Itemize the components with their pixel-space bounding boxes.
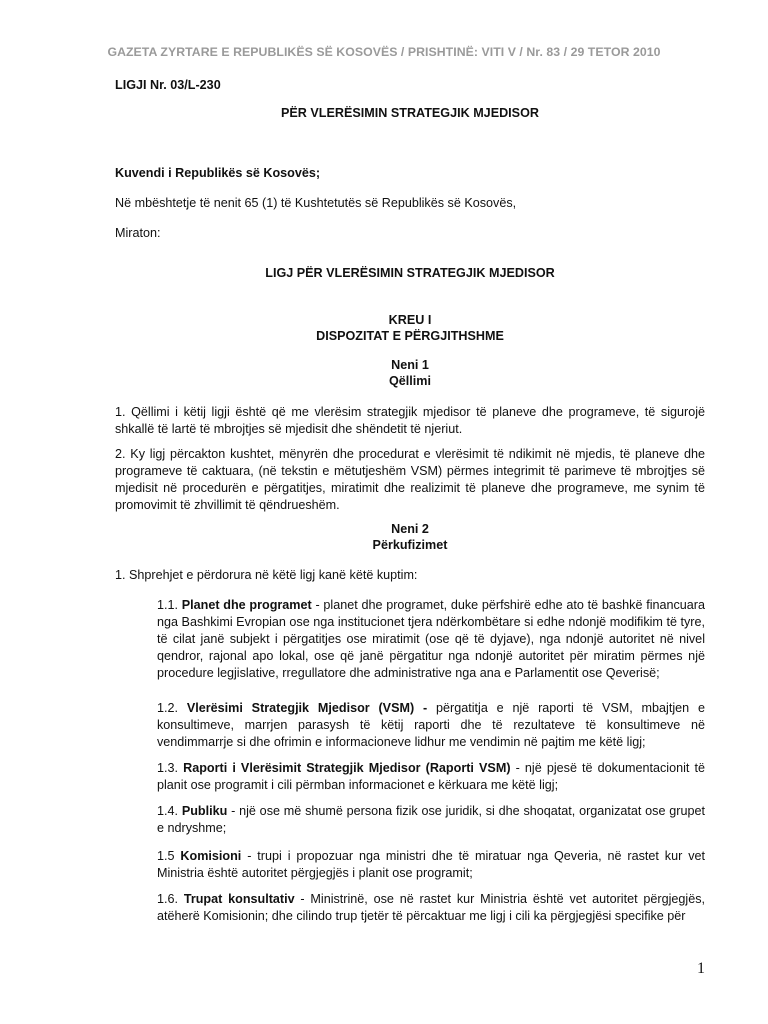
article-2-intro: 1. Shprehjet e përdorura në këtë ligj kanë këtë kuptim:: [115, 568, 418, 582]
adopts-line: Miraton:: [115, 226, 161, 240]
article-1-label: Neni 1: [391, 358, 429, 372]
definition-1-1: [157, 597, 705, 682]
chapter-title: DISPOZITAT E PËRGJITHSHME: [316, 329, 504, 343]
definition-term: Trupat konsultativ: [183, 892, 295, 906]
law-title: PËR VLERËSIMIN STRATEGJIK MJEDISOR: [281, 106, 539, 120]
definition-text: përgatitja e një raporti të VSM, mbajtjen e konsultimeve, marrjen parasysh të këtij raporti dhe të rezultateve të konsultimeve në vendimmarrje si dhe ofrimin e informacioneve lidhur me vendimin në pajtim me këtë ligj;: [157, 701, 705, 749]
definition-text: - një ose më shumë persona fizik ose juridik, si dhe shoqatat, organizatat ose grupet e ndryshme;: [157, 804, 705, 835]
article-1-paragraph-1: 1. Qëllimi i këtij ligji është që me vlerësim strategjik mjedisor të planeve dhe programeve, të sigurojë shkallë të lartë të mbrojtjes së mjedisit dhe shëndetit të njeriut.: [115, 405, 705, 436]
law-number: LIGJI Nr. 03/L-230: [115, 78, 221, 92]
legal-basis: Në mbështetje të nenit 65 (1) të Kushtetutës së Republikës së Kosovës,: [115, 196, 517, 210]
definition-term: Publiku: [181, 804, 228, 818]
page-number: 1: [697, 960, 705, 977]
definition-term: Raporti i Vlerësimit Strategjik Mjedisor (Raporti VSM): [183, 761, 511, 775]
definition-1-6: [157, 891, 705, 925]
definition-1-2: [157, 700, 705, 751]
definition-number: 1.4.: [157, 804, 179, 818]
chapter-label: KREU I: [388, 313, 432, 327]
definition-term: Komisioni: [180, 849, 242, 863]
article-1-paragraph-2: 2. Ky ligj përcakton kushtet, mënyrën dhe procedurat e vlerësimit të ndikimit në mjedis, të planeve dhe programeve të caktuara, (në tekstin e mëtutjeshëm VSM) përmes integrimit të parimeve të mbrojtjes së mjedisit në procedurën e përgatitjes, miratimit dhe realizimit të planeve dhe programeve, me synim të promovimit të zhvillimit të qëndrueshëm.: [115, 447, 705, 512]
definition-1-4: [157, 803, 705, 837]
definition-text: - trupi i propozuar nga ministri dhe të miratuar nga Qeveria, në rastet kur vet Ministria është autoritet përgjegjës i planit ose programit;: [157, 849, 706, 880]
definition-text: - një pjesë të dokumentacionit të planit ose programit i cili përmban informacionet e kërkuara me këtë ligj;: [157, 761, 705, 792]
definition-term: Planet dhe programet: [181, 598, 312, 612]
definition-number: 1.1.: [157, 598, 179, 612]
definition-text: - planet dhe programet, duke përfshirë edhe ato të bashkë financuara nga Bashkimi Evropian ose nga institucionet tjera ndërkombëtare si edhe ndonjë modifikim të tyre, të cilat janë subjekt i përgatitjes ose miratimit (ose që të dyjave), nga ndonjë autoritet në nivel qendror, rajonal apo lokal, ose që janë përgatitur nga ndonjë autoritet për miratim përmes një procedure legjislative, rregullatore dhe administrative nga ana e Parlamentit ose Qeverisë;: [157, 598, 706, 680]
article-1-title: Qëllimi: [389, 374, 431, 388]
definition-1-5: [157, 848, 705, 882]
full-law-title: LIGJ PËR VLERËSIMIN STRATEGJIK MJEDISOR: [265, 266, 555, 280]
definition-number: 1.6.: [157, 892, 179, 906]
gazette-header: GAZETA ZYRTARE E REPUBLIKËS SË KOSOVËS / PRISHTINË: VITI V / Nr. 83 / 29 TETOR 2010: [107, 45, 661, 59]
definition-number: 1.5: [157, 849, 175, 863]
article-2-label: Neni 2: [391, 522, 429, 536]
article-2-title: Përkufizimet: [372, 538, 448, 552]
definition-1-3: [157, 760, 705, 794]
assembly-line: Kuvendi i Republikës së Kosovës;: [115, 166, 321, 180]
definition-term: Vlerësimi Strategjik Mjedisor (VSM) -: [186, 701, 428, 715]
definition-number: 1.2.: [157, 701, 179, 715]
definition-text: - Ministrinë, ose në rastet kur Ministria është vet autoritet përgjegjës, atëherë Komisionin; dhe cilindo trup tjetër të përcaktuar me ligj i cili ka përgjegjësi specifike për: [157, 892, 705, 923]
definition-number: 1.3.: [157, 761, 179, 775]
